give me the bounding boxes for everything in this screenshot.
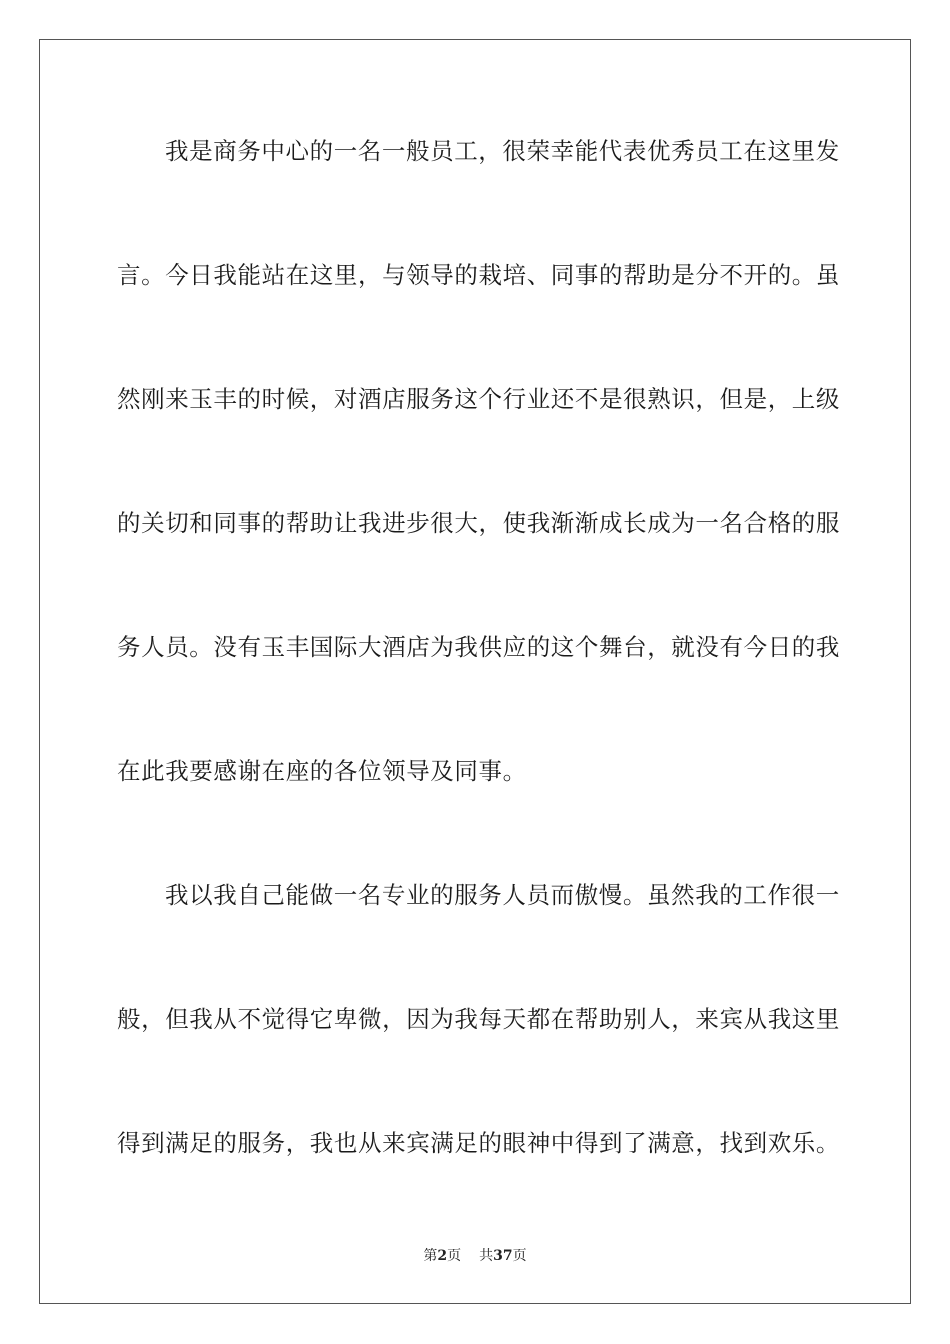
paragraph-1-line-2: 言。今日我能站在这里，与领导的栽培、同事的帮助是分不开的。虽: [117, 261, 840, 289]
page-border: [39, 39, 911, 1304]
page-indicator: [0, 1246, 950, 1266]
paragraph-1-line-3: 然刚来玉丰的时候，对酒店服务这个行业还不是很熟识，但是，上级: [117, 385, 840, 413]
paragraph-1-line-6: 在此我要感谢在座的各位领导及同事。: [117, 757, 527, 785]
paragraph-2-line-3: 得到满足的服务，我也从来宾满足的眼神中得到了满意，找到欢乐。: [117, 1129, 840, 1157]
paragraph-2-line-1: 我以我自己能做一名专业的服务人员而傲慢。虽然我的工作很一: [165, 881, 840, 909]
page-suffix: 页: [447, 1248, 462, 1264]
total-prefix: 共: [479, 1248, 494, 1264]
page-prefix: 第: [423, 1248, 438, 1264]
paragraph-1-line-5: 务人员。没有玉丰国际大酒店为我供应的这个舞台，就没有今日的我: [117, 633, 840, 661]
paragraph-1-line-4: 的关切和同事的帮助让我进步很大，使我渐渐成长成为一名合格的服: [117, 509, 840, 537]
total-pages: 37: [493, 1248, 513, 1264]
page-number: 2: [437, 1248, 448, 1264]
total-suffix: 页: [512, 1248, 527, 1264]
paragraph-2-line-2: 般，但我从不觉得它卑微，因为我每天都在帮助别人，来宾从我这里: [117, 1005, 840, 1033]
paragraph-1-line-1: 我是商务中心的一名一般员工，很荣幸能代表优秀员工在这里发: [165, 137, 840, 165]
